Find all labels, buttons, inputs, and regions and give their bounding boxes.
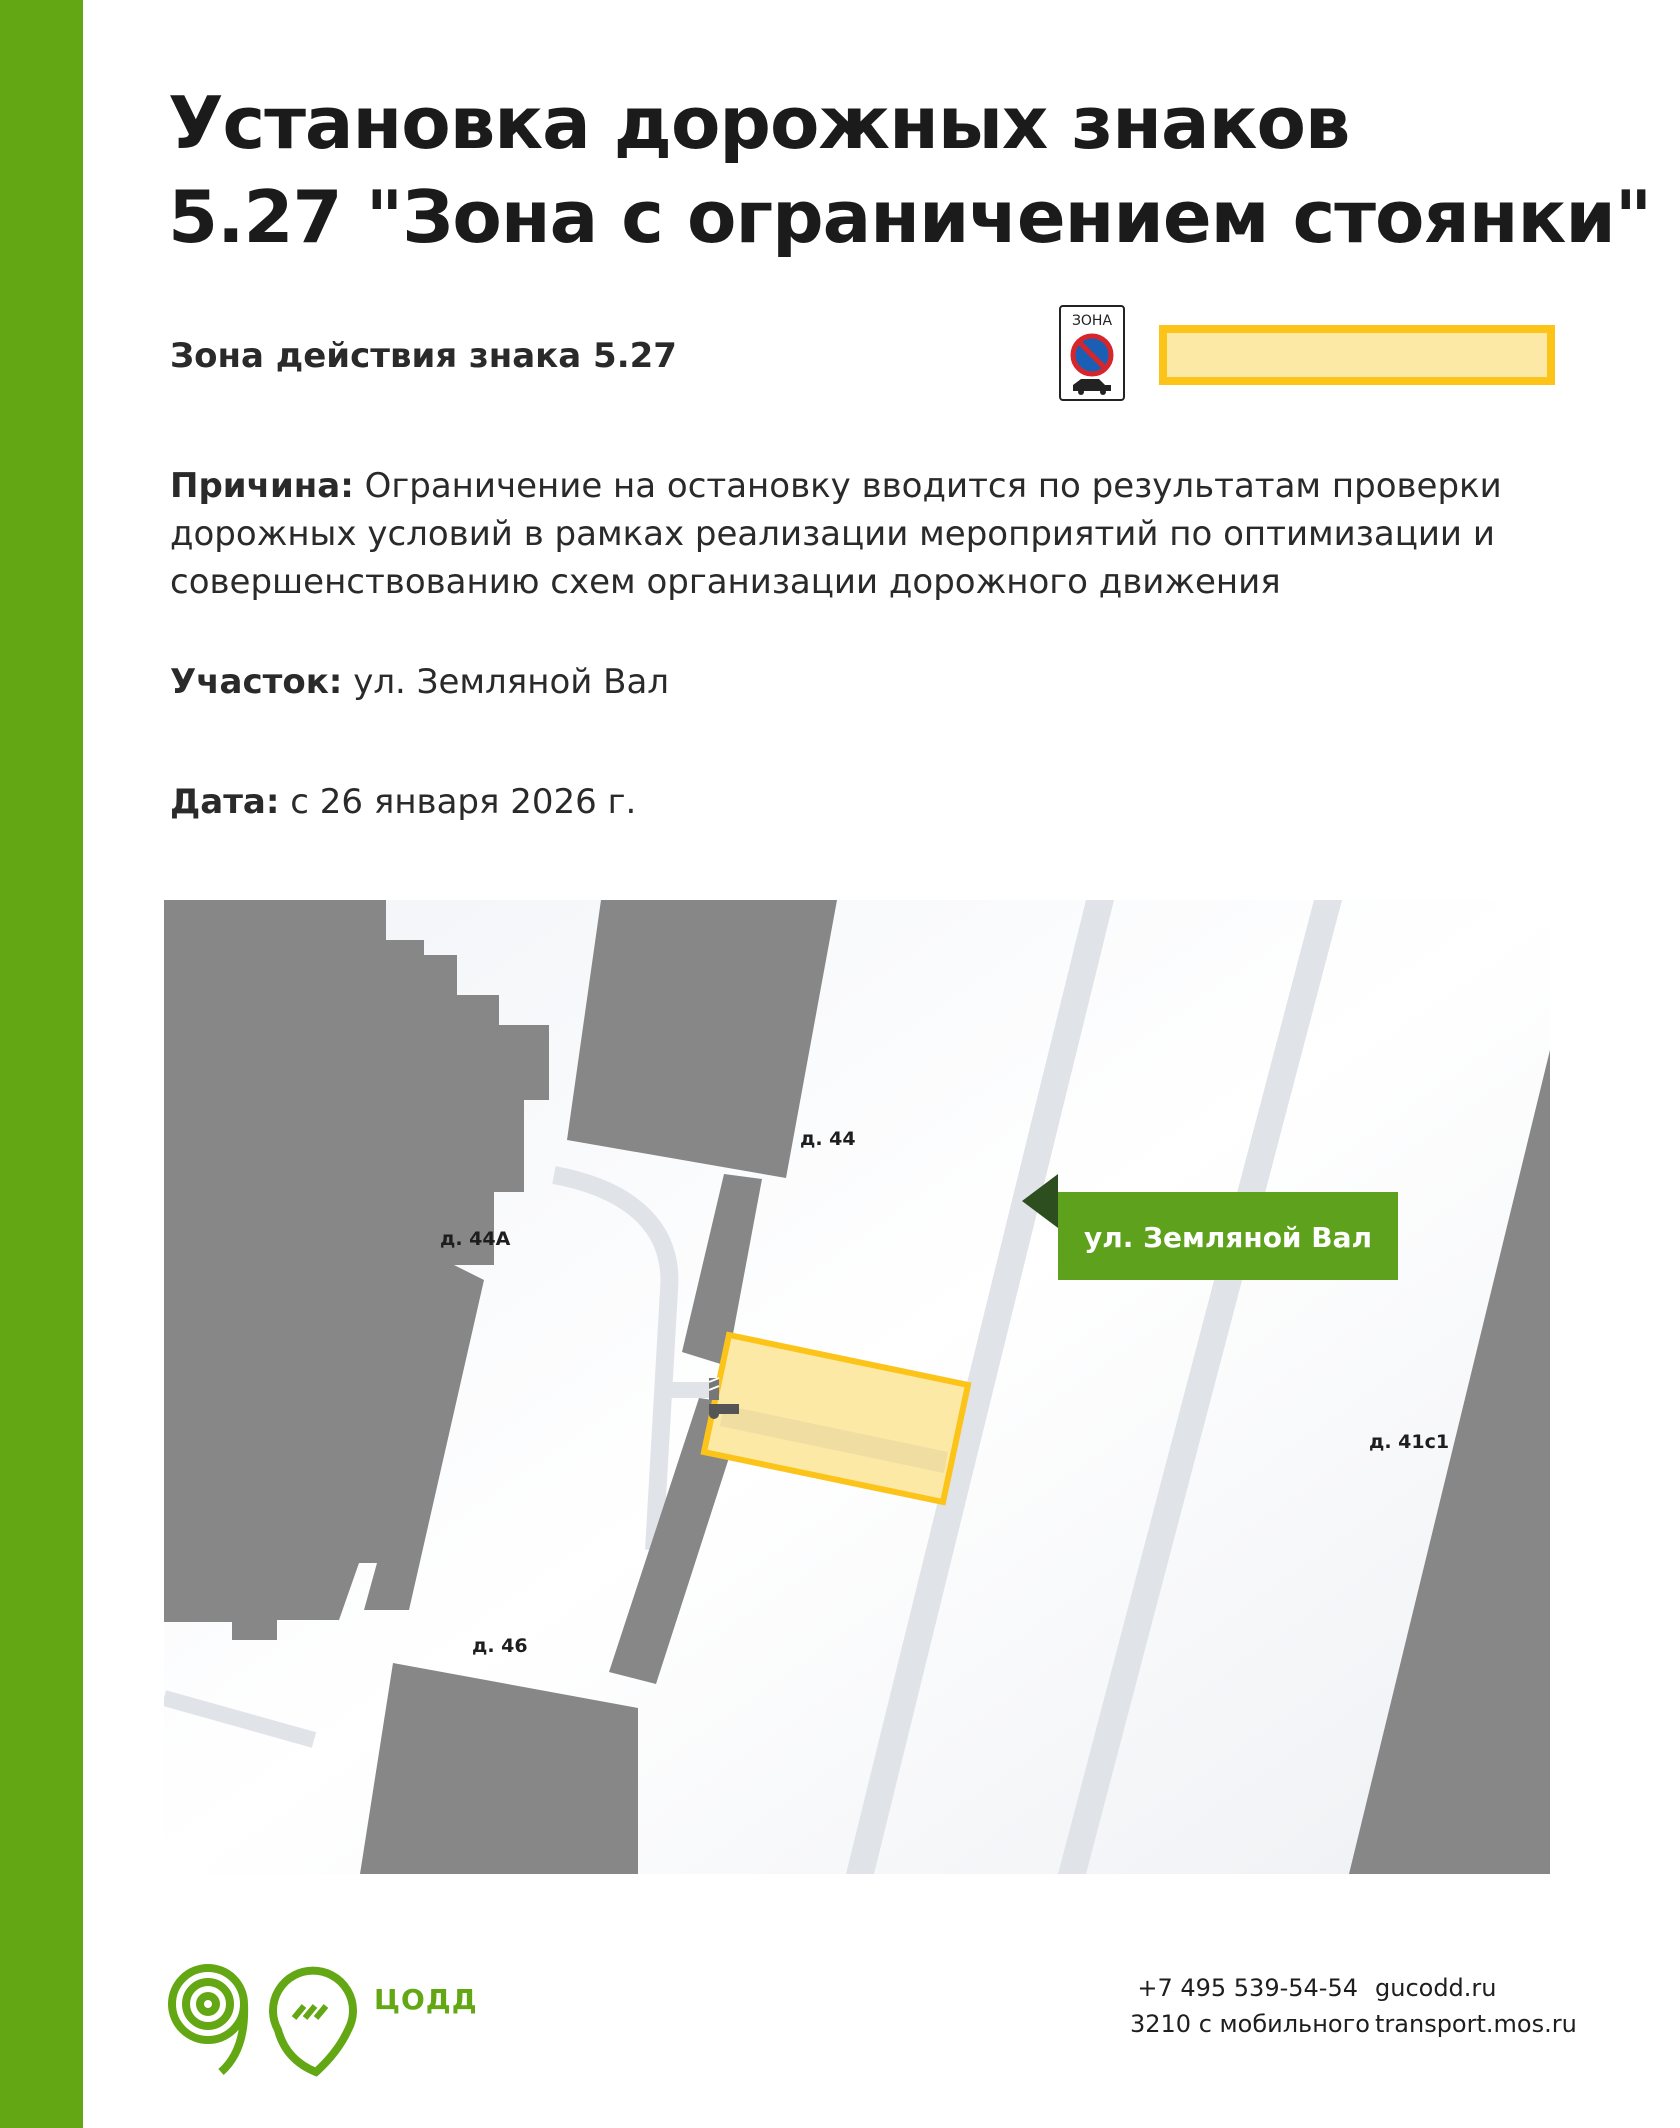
reason-line-1: Ограничение на остановку вводится по результатам проверки: [353, 466, 1502, 506]
reason-line-2: дорожных условий в рамках реализации мероприятий по оптимизации и: [170, 514, 1495, 554]
site-map: [164, 900, 1550, 1874]
contacts-sites: [1375, 1970, 1577, 2042]
org-name: ЦОДД: [374, 1983, 478, 2016]
page-title: [168, 76, 1652, 264]
building-label-46: д. 46: [472, 1635, 528, 1657]
reason-line-3: совершенствованию схем организации дорожного движения: [170, 562, 1281, 602]
mobile-short-number: 3210 с мобильного: [1130, 2010, 1370, 2038]
sign-5-27-icon: [1059, 305, 1125, 401]
sign-zone-text: ЗОНА: [1071, 313, 1113, 329]
section-label: Участок:: [170, 662, 343, 702]
phone-number[interactable]: +7 495 539-54-54: [1137, 1974, 1358, 2002]
contacts-phones: [1130, 1970, 1370, 2042]
street-label: ул. Земляной Вал: [1083, 1221, 1373, 1254]
building-label-41c1: д. 41с1: [1369, 1431, 1450, 1453]
zone-legend-swatch: [1159, 325, 1555, 385]
title-line-2: 5.27 "Зона с ограничением стоянки": [168, 175, 1652, 259]
reason-label: Причина:: [170, 466, 354, 506]
brand-stripe: [0, 0, 83, 2128]
building-label-44: д. 44: [800, 1128, 856, 1150]
title-line-1: Установка дорожных знаков: [168, 81, 1350, 165]
date-value: с 26 января 2026 г.: [279, 782, 637, 822]
site-link-gucodd[interactable]: gucodd.ru: [1375, 1974, 1497, 2002]
section-value: ул. Земляной Вал: [342, 662, 670, 702]
moscow-transport-logo-icon: [172, 1968, 244, 2072]
section-paragraph: [170, 658, 669, 706]
reason-paragraph: [170, 462, 1590, 606]
site-link-transport[interactable]: transport.mos.ru: [1375, 2010, 1577, 2038]
date-label: Дата:: [170, 782, 280, 822]
building-label-44a: д. 44А: [440, 1228, 511, 1250]
codd-logo-icon: [273, 1971, 353, 2072]
zone-label: Зона действия знака 5.27: [170, 336, 677, 376]
date-paragraph: [170, 778, 636, 826]
footer-logos: [166, 1960, 486, 2080]
